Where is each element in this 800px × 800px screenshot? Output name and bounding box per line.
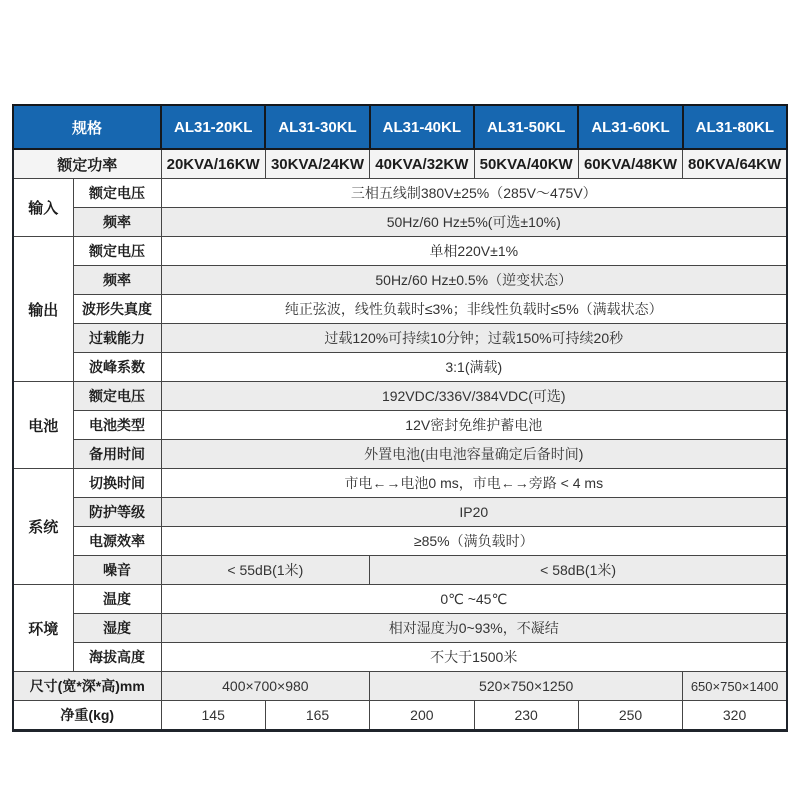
row-battery-backup-time (13, 440, 787, 469)
row-label: 频率 (73, 208, 161, 237)
row-env-temperature (13, 585, 787, 614)
row-battery-type (13, 411, 787, 440)
rated-power-row (13, 149, 787, 179)
group-battery: 电池 (13, 382, 73, 469)
row-label: 波形失真度 (73, 295, 161, 324)
row-value: 50Hz/60 Hz±5%(可选±10%) (161, 208, 787, 237)
row-value: 三相五线制380V±25%（285V～475V） (161, 179, 787, 208)
row-label: 波峰系数 (73, 353, 161, 382)
row-value: 50Hz/60 Hz±0.5%（逆变状态） (161, 266, 787, 295)
row-label: 备用时间 (73, 440, 161, 469)
header-model-al31-40kl: AL31-40KL (370, 105, 474, 149)
header-model-al31-20kl: AL31-20KL (161, 105, 265, 149)
row-label: 电源效率 (73, 527, 161, 556)
weight-60kl: 250 (578, 701, 682, 731)
header-model-al31-50kl: AL31-50KL (474, 105, 578, 149)
row-battery-rated-voltage (13, 382, 787, 411)
header-model-al31-30kl: AL31-30KL (265, 105, 369, 149)
row-output-crest-factor (13, 353, 787, 382)
header-spec-label: 规格 (13, 105, 161, 149)
row-label: 过载能力 (73, 324, 161, 353)
rated-power-label: 额定功率 (13, 149, 161, 179)
row-system-noise (13, 556, 787, 585)
dimensions-label: 尺寸(宽*深*高)mm (13, 672, 161, 701)
row-value: 192VDC/336V/384VDC(可选) (161, 382, 787, 411)
row-weight (13, 701, 787, 731)
dimensions-large: 650×750×1400 (683, 672, 787, 701)
row-label: 切换时间 (73, 469, 161, 498)
row-value: 外置电池(由电池容量确定后备时间) (161, 440, 787, 469)
row-value: 不大于1500米 (161, 643, 787, 672)
dimensions-medium: 520×750×1250 (370, 672, 683, 701)
row-system-protection-rating (13, 498, 787, 527)
row-label: 湿度 (73, 614, 161, 643)
row-system-efficiency (13, 527, 787, 556)
rated-power-60kl: 60KVA/48KW (578, 149, 682, 179)
weight-80kl: 320 (683, 701, 787, 731)
row-label: 温度 (73, 585, 161, 614)
row-output-overload (13, 324, 787, 353)
weight-label: 净重(kg) (13, 701, 161, 731)
row-label: 额定电压 (73, 382, 161, 411)
row-value: 市电←→电池0 ms，市电←→旁路 < 4 ms (161, 469, 787, 498)
row-value: 12V密封免维护蓄电池 (161, 411, 787, 440)
row-value: IP20 (161, 498, 787, 527)
header-model-al31-80kl: AL31-80KL (683, 105, 787, 149)
group-system: 系统 (13, 469, 73, 585)
row-value: 纯正弦波，线性负载时≤3%；非线性负载时≤5%（满载状态） (161, 295, 787, 324)
row-label: 额定电压 (73, 179, 161, 208)
row-output-rated-voltage (13, 237, 787, 266)
row-label: 海拔高度 (73, 643, 161, 672)
weight-20kl: 145 (161, 701, 265, 731)
row-value: 相对湿度为0~93%，不凝结 (161, 614, 787, 643)
row-input-frequency (13, 208, 787, 237)
row-value: 单相220V±1% (161, 237, 787, 266)
rated-power-20kl: 20KVA/16KW (161, 149, 265, 179)
row-label: 频率 (73, 266, 161, 295)
row-value: ≥85%（满负载时） (161, 527, 787, 556)
weight-30kl: 165 (265, 701, 369, 731)
row-system-transfer-time (13, 469, 787, 498)
row-value: 过载120%可持续10分钟；过载150%可持续20秒 (161, 324, 787, 353)
weight-50kl: 230 (474, 701, 578, 731)
group-output: 输出 (13, 237, 73, 382)
row-value: 0℃ ~45℃ (161, 585, 787, 614)
row-value: 3:1(满载) (161, 353, 787, 382)
group-environment: 环境 (13, 585, 73, 672)
ups-spec-table (12, 104, 788, 732)
rated-power-30kl: 30KVA/24KW (265, 149, 369, 179)
row-label: 电池类型 (73, 411, 161, 440)
row-label: 额定电压 (73, 237, 161, 266)
row-env-humidity (13, 614, 787, 643)
row-output-waveform-distortion (13, 295, 787, 324)
row-label: 防护等级 (73, 498, 161, 527)
row-output-frequency (13, 266, 787, 295)
group-input: 输入 (13, 179, 73, 237)
rated-power-80kl: 80KVA/64KW (683, 149, 787, 179)
noise-value-large-models: < 58dB(1米) (370, 556, 787, 585)
row-dimensions (13, 672, 787, 701)
weight-40kl: 200 (370, 701, 474, 731)
row-input-rated-voltage (13, 179, 787, 208)
row-label: 噪音 (73, 556, 161, 585)
rated-power-40kl: 40KVA/32KW (370, 149, 474, 179)
noise-value-small-models: < 55dB(1米) (161, 556, 370, 585)
row-env-altitude (13, 643, 787, 672)
dimensions-small: 400×700×980 (161, 672, 370, 701)
rated-power-50kl: 50KVA/40KW (474, 149, 578, 179)
header-model-al31-60kl: AL31-60KL (578, 105, 682, 149)
table-header-row (13, 105, 787, 149)
